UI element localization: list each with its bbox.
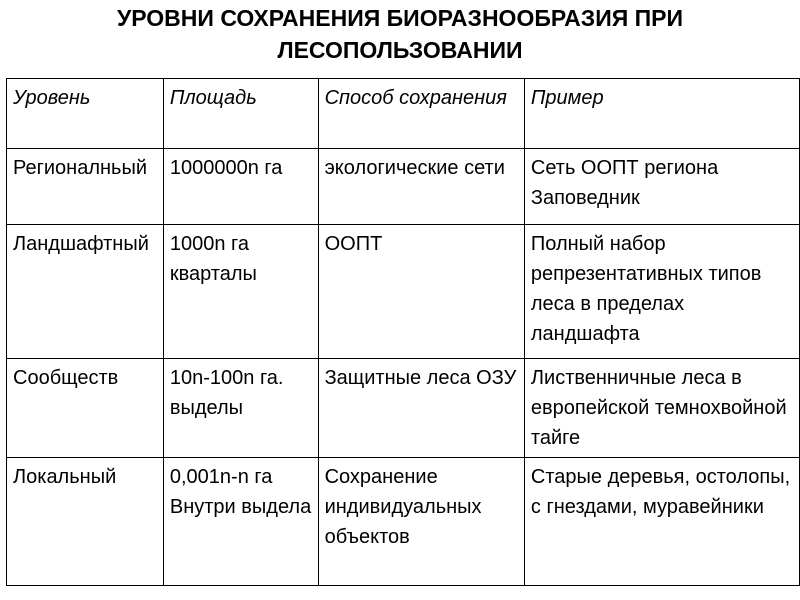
header-method: Способ сохранения <box>318 79 524 149</box>
cell-method: Защитные леса ОЗУ <box>318 359 524 458</box>
table-row <box>7 225 800 359</box>
table-row <box>7 359 800 458</box>
table-row <box>7 458 800 586</box>
cell-method: Сохранение индивидуальных объектов <box>318 458 524 586</box>
cell-area: 0,001n-n га Внутри выдела <box>163 458 318 586</box>
cell-method: ООПТ <box>318 225 524 359</box>
header-example: Пример <box>524 79 799 149</box>
header-area: Площадь <box>163 79 318 149</box>
page-title <box>0 2 800 66</box>
cell-level: Ландшафтный <box>7 225 164 359</box>
cell-example: Лиственничные леса в европейской темнохвойной тайге <box>524 359 799 458</box>
cell-example: Полный набор репрезентативных типов леса в пределах ландшафта <box>524 225 799 359</box>
cell-level: Регионалньый <box>7 149 164 225</box>
cell-example: Старые деревья, остолопы, с гнездами, муравейники <box>524 458 799 586</box>
cell-method: экологические сети <box>318 149 524 225</box>
cell-area: 1000000n га <box>163 149 318 225</box>
header-level: Уровень <box>7 79 164 149</box>
cell-level: Сообществ <box>7 359 164 458</box>
title-line-1: УРОВНИ СОХРАНЕНИЯ БИОРАЗНООБРАЗИЯ ПРИ <box>116 5 684 31</box>
table-row <box>7 149 800 225</box>
cell-area: 10n-100n га. выделы <box>163 359 318 458</box>
title-line-2: ЛЕСОПОЛЬЗОВАНИИ <box>277 37 523 63</box>
levels-table <box>6 78 800 586</box>
cell-level: Локальный <box>7 458 164 586</box>
cell-example: Сеть ООПТ региона Заповедник <box>524 149 799 225</box>
cell-area: 1000n га кварталы <box>163 225 318 359</box>
table-header-row <box>7 79 800 149</box>
